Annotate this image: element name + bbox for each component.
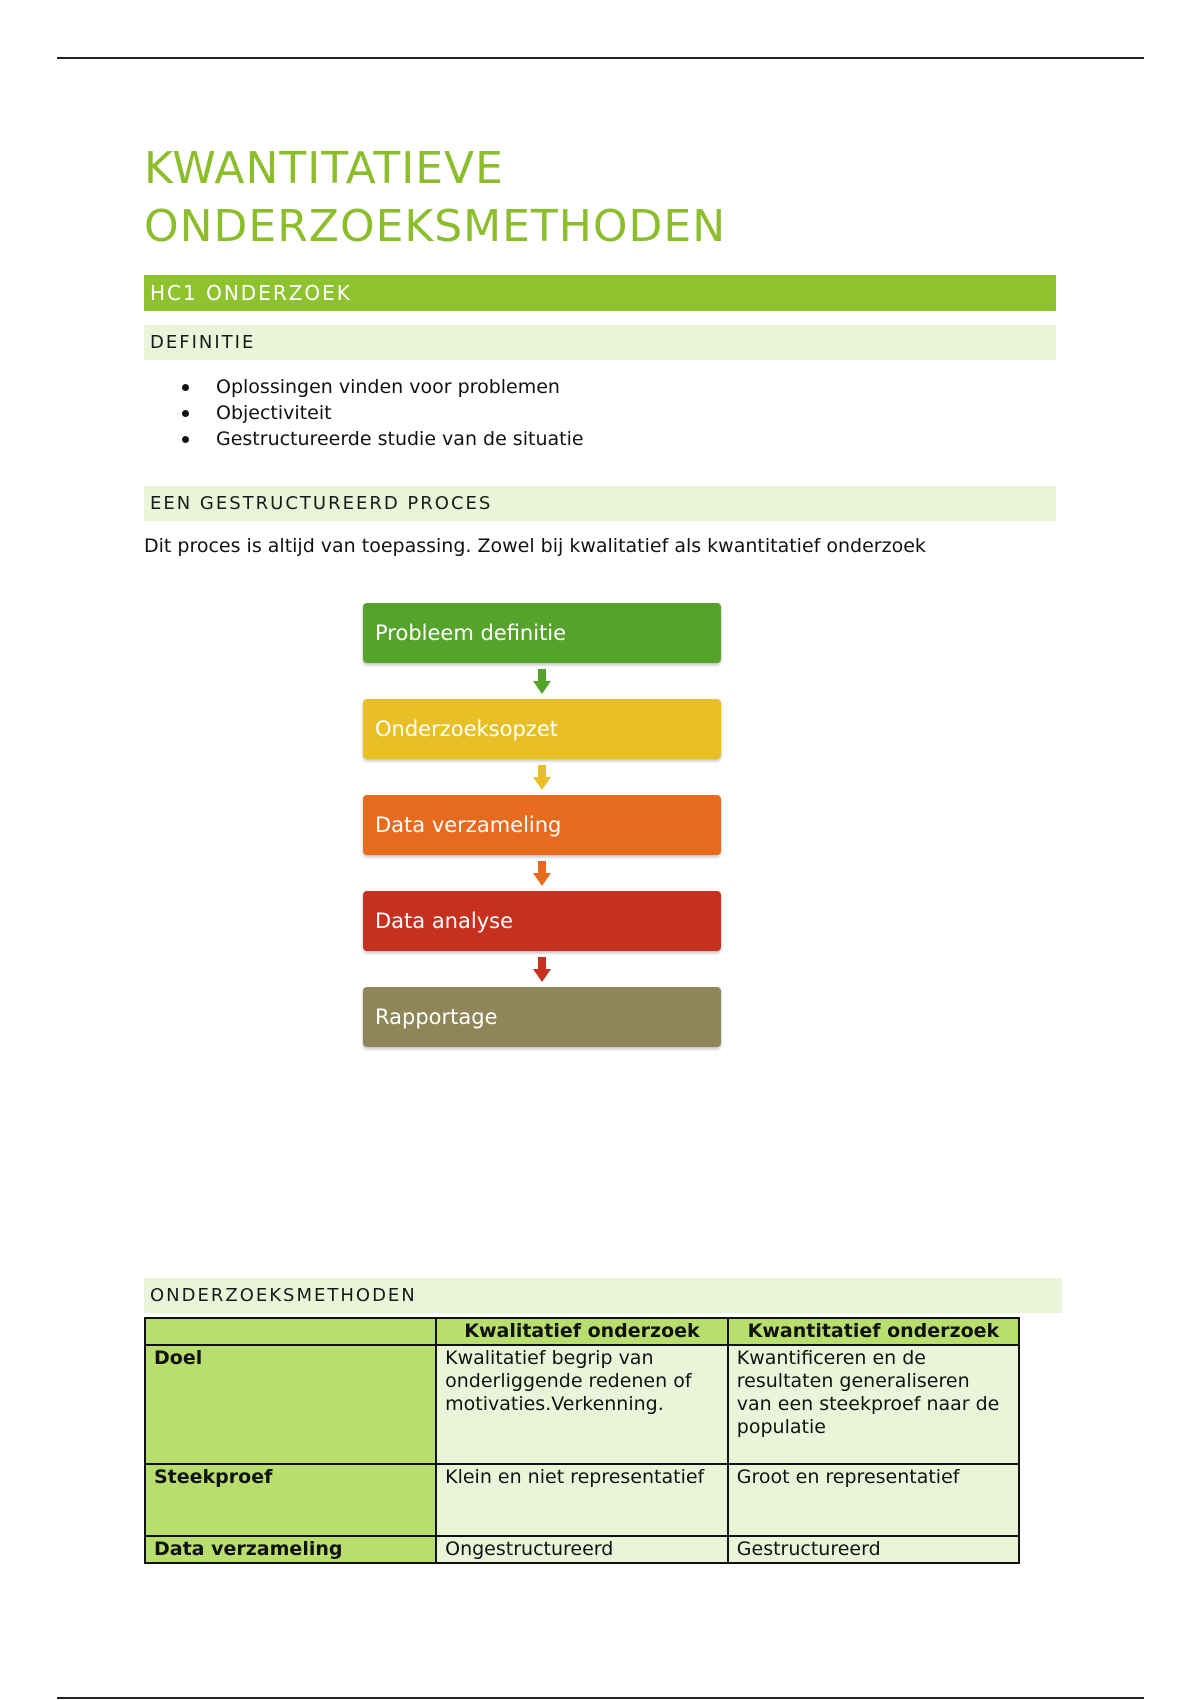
flow-step-onderzoeksopzet: Onderzoeksopzet [363, 699, 721, 759]
column-header-kwantitatief: Kwantitatief onderzoek [728, 1318, 1019, 1345]
list-item: Objectiviteit [216, 400, 1056, 426]
definition-list [144, 374, 1056, 452]
row-header-doel: Doel [145, 1345, 436, 1464]
table-header-row [145, 1318, 1019, 1345]
bullet-icon [182, 384, 189, 391]
methods-heading: ONDERZOEKSMETHODEN [144, 1278, 1062, 1313]
table-cell: Groot en representatief [728, 1464, 1019, 1536]
bullet-icon [182, 436, 189, 443]
definition-heading: DEFINITIE [144, 325, 1056, 360]
top-rule [57, 57, 1144, 59]
flow-step-data-verzameling: Data verzameling [363, 795, 721, 855]
row-header-data-verzameling: Data verzameling [145, 1536, 436, 1563]
chapter-heading: HC1 ONDERZOEK [144, 275, 1056, 311]
bullet-icon [182, 410, 189, 417]
table-corner-cell [145, 1318, 436, 1345]
table-cell: Kwalitatief begrip van onderliggende redenen of motivaties.Verkenning. [436, 1345, 728, 1464]
list-item: Oplossingen vinden voor problemen [216, 374, 1056, 400]
list-item: Gestructureerde studie van de situatie [216, 426, 1056, 452]
down-arrow-icon [533, 765, 551, 791]
flow-step-rapportage: Rapportage [363, 987, 721, 1047]
flow-step-probleem-definitie: Probleem definitie [363, 603, 721, 663]
down-arrow-icon [533, 669, 551, 695]
bottom-rule [57, 1697, 1144, 1699]
column-header-kwalitatief: Kwalitatief onderzoek [436, 1318, 728, 1345]
table-row [145, 1464, 1019, 1536]
process-heading: EEN GESTRUCTUREERD PROCES [144, 486, 1056, 521]
table-row [145, 1536, 1019, 1563]
flow-step-data-analyse: Data analyse [363, 891, 721, 951]
methods-table [144, 1317, 1020, 1564]
document-body [144, 140, 1056, 1059]
table-row [145, 1345, 1019, 1464]
table-cell: Gestructureerd [728, 1536, 1019, 1563]
table-cell: Klein en niet representatief [436, 1464, 728, 1536]
table-cell: Kwantificeren en de resultaten generaliseren van een steekproef naar de populatie [728, 1345, 1019, 1464]
process-intro: Dit proces is altijd van toepassing. Zowel bij kwalitatief als kwantitatief onderzoek [144, 535, 926, 557]
down-arrow-icon [533, 861, 551, 887]
table-cell: Ongestructureerd [436, 1536, 728, 1563]
row-header-steekproef: Steekproef [145, 1464, 436, 1536]
process-flowchart [144, 603, 1056, 1059]
document-title: KWANTITATIEVE ONDERZOEKSMETHODEN [144, 143, 727, 252]
down-arrow-icon [533, 957, 551, 983]
